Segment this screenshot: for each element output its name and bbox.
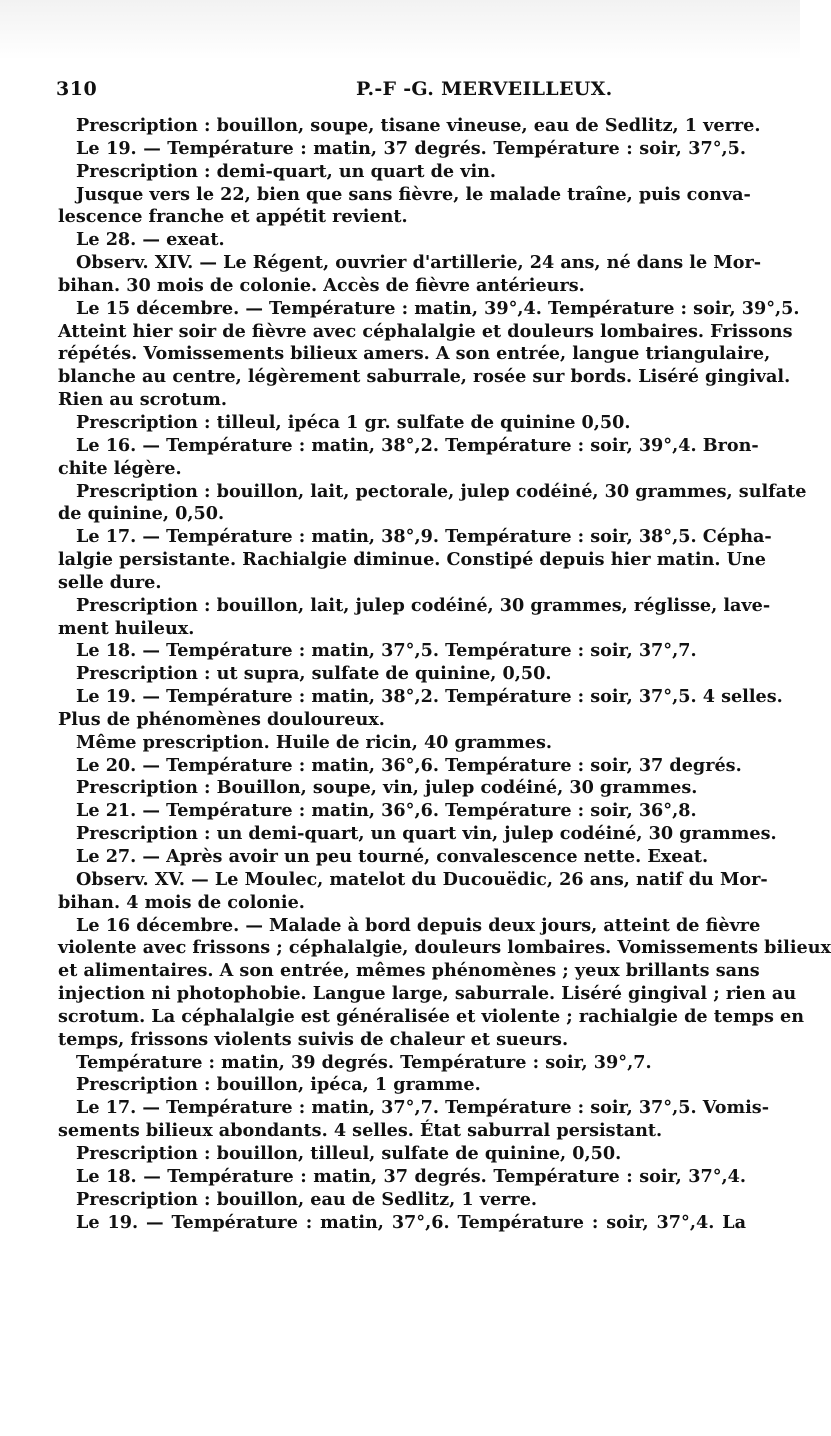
text-line: Observ. XIV. — Le Régent, ouvrier d'artillerie, 24 ans, né dans le Mor- bbox=[76, 252, 762, 274]
text-line: lalgie persistante. Rachialgie diminue. Constipé depuis hier matin. Une bbox=[58, 549, 766, 571]
text-line: blanche au centre, légèrement saburrale, rosée sur bords. Liséré gingival. bbox=[58, 366, 791, 388]
page-number: 310 bbox=[56, 78, 98, 100]
text-line: Observ. XV. — Le Moulec, matelot du Ducouëdic, 26 ans, natif du Mor- bbox=[76, 868, 768, 890]
text-line: Même prescription. Huile de ricin, 40 grammes. bbox=[76, 731, 552, 753]
text-line: Le 28. — exeat. bbox=[76, 229, 225, 251]
text-line: Le 27. — Après avoir un peu tourné, convalescence nette. Exeat. bbox=[76, 846, 709, 867]
text-line: Le 18. — Température : matin, 37 degrés. Température : soir, 37°,4. bbox=[76, 1165, 746, 1187]
text-line: répétés. Vomissements bilieux amers. A son entrée, langue triangulaire, bbox=[58, 343, 771, 365]
text-line: Prescription : bouillon, lait, pectorale, julep codéiné, 30 grammes, sulfate bbox=[76, 480, 807, 502]
text-line: Le 19. — Température : matin, 38°,2. Température : soir, 37°,5. 4 selles. bbox=[76, 686, 783, 708]
text-line: Le 21. — Température : matin, 36°,6. Température : soir, 36°,8. bbox=[76, 800, 697, 822]
text-line: Atteint hier soir de fièvre avec céphalalgie et douleurs lombaires. Frissons bbox=[58, 320, 793, 342]
text-line: sements bilieux abondants. 4 selles. État saburral persistant. bbox=[58, 1120, 663, 1142]
text-line: Le 16 décembre. — Malade à bord depuis deux jours, atteint de fièvre bbox=[76, 914, 761, 936]
text-line: temps, frissons violents suivis de chaleur et sueurs. bbox=[58, 1028, 569, 1050]
text-line: de quinine, 0,50. bbox=[58, 503, 225, 525]
text-line: lescence franche et appétit revient. bbox=[58, 206, 408, 228]
text-line: injection ni photophobie. Langue large, saburrale. Liséré gingival ; rien au bbox=[58, 983, 797, 1005]
text-line: chite légère. bbox=[58, 457, 182, 479]
text-line: et alimentaires. A son entrée, mêmes phénomènes ; yeux brillants sans bbox=[58, 960, 760, 982]
running-head: P.-F -G. MERVEILLEUX. bbox=[356, 78, 613, 100]
text-line: Prescription : Bouillon, soupe, vin, julep codéiné, 30 grammes. bbox=[76, 777, 698, 799]
text-line: Le 17. — Température : matin, 38°,9. Température : soir, 38°,5. Cépha- bbox=[76, 526, 772, 548]
text-line: Le 17. — Température : matin, 37°,7. Température : soir, 37°,5. Vomis- bbox=[76, 1097, 769, 1119]
text-line: scrotum. La céphalalgie est généralisée et violente ; rachialgie de temps en bbox=[58, 1005, 804, 1027]
text-line: Prescription : un demi-quart, un quart vin, julep codéiné, 30 grammes. bbox=[76, 823, 777, 845]
page-header bbox=[56, 78, 746, 104]
body-text bbox=[58, 115, 831, 1234]
text-line: Prescription : bouillon, eau de Sedlitz, 1 verre. bbox=[76, 1188, 538, 1210]
text-line: Jusque vers le 22, bien que sans fièvre, le malade traîne, puis conva- bbox=[76, 183, 751, 205]
text-line: Prescription : tilleul, ipéca 1 gr. sulfate de quinine 0,50. bbox=[76, 411, 631, 433]
text-line: Température : matin, 39 degrés. Température : soir, 39°,7. bbox=[76, 1051, 652, 1073]
text-line: Le 19. — Température : matin, 37°,6. Température : soir, 37°,4. La bbox=[76, 1211, 746, 1233]
text-line: Prescription : bouillon, lait, julep codéiné, 30 grammes, réglisse, lave- bbox=[76, 594, 771, 616]
text-line: bihan. 4 mois de colonie. bbox=[58, 891, 305, 913]
text-line: Prescription : bouillon, ipéca, 1 gramme. bbox=[76, 1074, 481, 1096]
text-line: ment huileux. bbox=[58, 617, 195, 639]
text-line: Le 18. — Température : matin, 37°,5. Température : soir, 37°,7. bbox=[76, 640, 697, 662]
text-line: Le 19. — Température : matin, 37 degrés. Température : soir, 37°,5. bbox=[76, 137, 746, 159]
text-line: Le 20. — Température : matin, 36°,6. Température : soir, 37 degrés. bbox=[76, 754, 742, 776]
text-line: Le 15 décembre. — Température : matin, 39°,4. Température : soir, 39°,5. bbox=[76, 297, 800, 319]
text-line: violente avec frissons ; céphalalgie, douleurs lombaires. Vomissements bilieux bbox=[58, 937, 831, 959]
text-line: Prescription : ut supra, sulfate de quinine, 0,50. bbox=[76, 663, 552, 685]
text-line: Rien au scrotum. bbox=[58, 389, 228, 411]
text-line: Prescription : demi-quart, un quart de vin. bbox=[76, 160, 497, 182]
text-line: bihan. 30 mois de colonie. Accès de fièvre antérieurs. bbox=[58, 274, 585, 296]
text-line: selle dure. bbox=[58, 571, 162, 593]
text-line: Prescription : bouillon, soupe, tisane vineuse, eau de Sedlitz, 1 verre. bbox=[76, 115, 761, 136]
text-line: Plus de phénomènes douloureux. bbox=[58, 708, 385, 730]
text-line: Prescription : bouillon, tilleul, sulfate de quinine, 0,50. bbox=[76, 1142, 622, 1164]
text-line: Le 16. — Température : matin, 38°,2. Température : soir, 39°,4. Bron- bbox=[76, 434, 759, 456]
